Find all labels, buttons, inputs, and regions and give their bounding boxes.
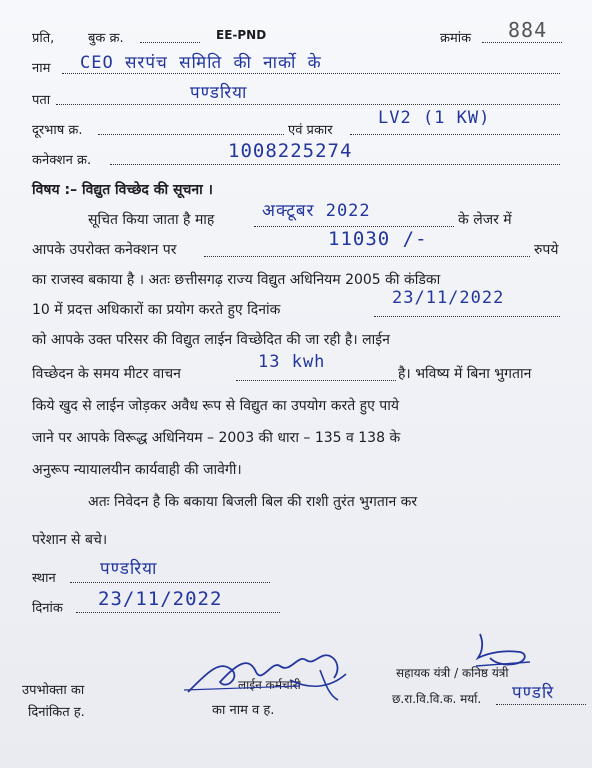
officer-label: सहायक यंत्री / कनिष्ठ यंत्री <box>396 666 509 680</box>
body-line-1a: सूचित किया जाता है माह <box>88 212 215 228</box>
subject-heading: विषय :– विद्युत विच्छेद की सूचना । <box>32 182 213 198</box>
type-value: LV2 (1 KW) <box>378 108 491 128</box>
connection-line <box>110 164 560 165</box>
address-line <box>56 104 560 105</box>
employee-label: लाईन कर्मचारी <box>238 678 301 692</box>
type-label: एवं प्रकार <box>288 123 333 138</box>
book-number-line <box>140 42 200 43</box>
consumer-label: उपभोक्ता का <box>22 683 85 698</box>
employee-signature <box>180 630 370 710</box>
month-value: अक्टूबर 2022 <box>262 201 371 221</box>
serial-line <box>482 42 562 43</box>
place-date-line <box>76 612 280 613</box>
body-line-8: जाने पर आपके विरूद्ध अधिनियम – 2003 की धारा – 135 व 138 के <box>32 430 401 446</box>
date-label: दिनांक <box>32 601 63 616</box>
body-line-2a: आपके उपरोक्त कनेक्शन पर <box>32 242 177 258</box>
body-line-2b: रुपये <box>534 242 559 258</box>
date-line <box>374 316 560 317</box>
body-line-9: अनुरूप न्यायालयीन कार्यवाही की जावेगी। <box>32 462 242 478</box>
serial-label: क्रमांक <box>440 31 472 46</box>
body-line-6a: विच्छेदन के समय मीटर वाचन <box>32 366 181 382</box>
reading-value: 13 kwh <box>258 352 326 372</box>
disconnect-date-value: 23/11/2022 <box>392 288 505 308</box>
reading-line <box>236 380 396 381</box>
amount-line <box>204 256 530 257</box>
connection-value: 1008225274 <box>228 140 353 162</box>
body-line-7: किये खुद से लाईन जोड़कर अवैध रूप से विद्युत का उपयोग करते हुए पाये <box>32 398 399 414</box>
amount-value: 11030 /- <box>328 228 428 250</box>
office-code: EE-PND <box>216 28 267 42</box>
name-value: CEO सरपंच समिति की नार्को के <box>80 53 322 73</box>
dept-value: पण्डरि <box>512 683 555 703</box>
address-value: पण्डरिया <box>190 83 248 103</box>
body-line-11: परेशान से बचे। <box>32 532 108 548</box>
book-number-label: बुक क्र. <box>88 31 124 46</box>
place-label: स्थान <box>32 571 56 586</box>
name-line <box>62 73 560 74</box>
serial-value: 884 <box>508 18 548 42</box>
phone-label: दूरभाष क्र. <box>32 123 83 138</box>
consumer-date-label: दिनांकित ह. <box>28 705 85 720</box>
connection-label: कनेक्शन क्र. <box>32 153 92 168</box>
body-line-3: का राजस्व बकाया है । अतः छत्तीसगढ़ राज्य विद्युत अधिनियम 2005 की कंडिका <box>32 272 441 288</box>
phone-line <box>98 134 284 135</box>
body-line-4a: 10 में प्रदत्त अधिकारों का प्रयोग करते हुए दिनांक <box>32 302 281 318</box>
body-line-6b: है। भविष्य में बिना भुगतान <box>398 366 532 382</box>
body-line-5: को आपके उक्त परिसर की विद्युत लाईन विच्छेदित की जा रही है। लाईन <box>32 332 390 348</box>
place-line <box>70 582 270 583</box>
body-line-10: अतः निवेदन है कि बकाया बिजली बिल की राशी तुरंत भुगतान कर <box>88 494 418 510</box>
month-line <box>254 226 454 227</box>
place-date-value: 23/11/2022 <box>98 588 223 610</box>
type-line <box>350 134 560 135</box>
dept-line <box>496 704 586 705</box>
place-value: पण्डरिया <box>100 559 158 579</box>
officer-signature <box>470 622 540 672</box>
dept-label: छ.रा.वि.वि.क. मर्या. <box>392 692 482 706</box>
employee-sign-label: का नाम व ह. <box>212 703 275 718</box>
name-label: नाम <box>32 61 51 76</box>
address-label: पता <box>32 93 51 108</box>
prati-label: प्रति, <box>32 31 55 46</box>
body-line-1b: के लेजर में <box>458 212 512 228</box>
